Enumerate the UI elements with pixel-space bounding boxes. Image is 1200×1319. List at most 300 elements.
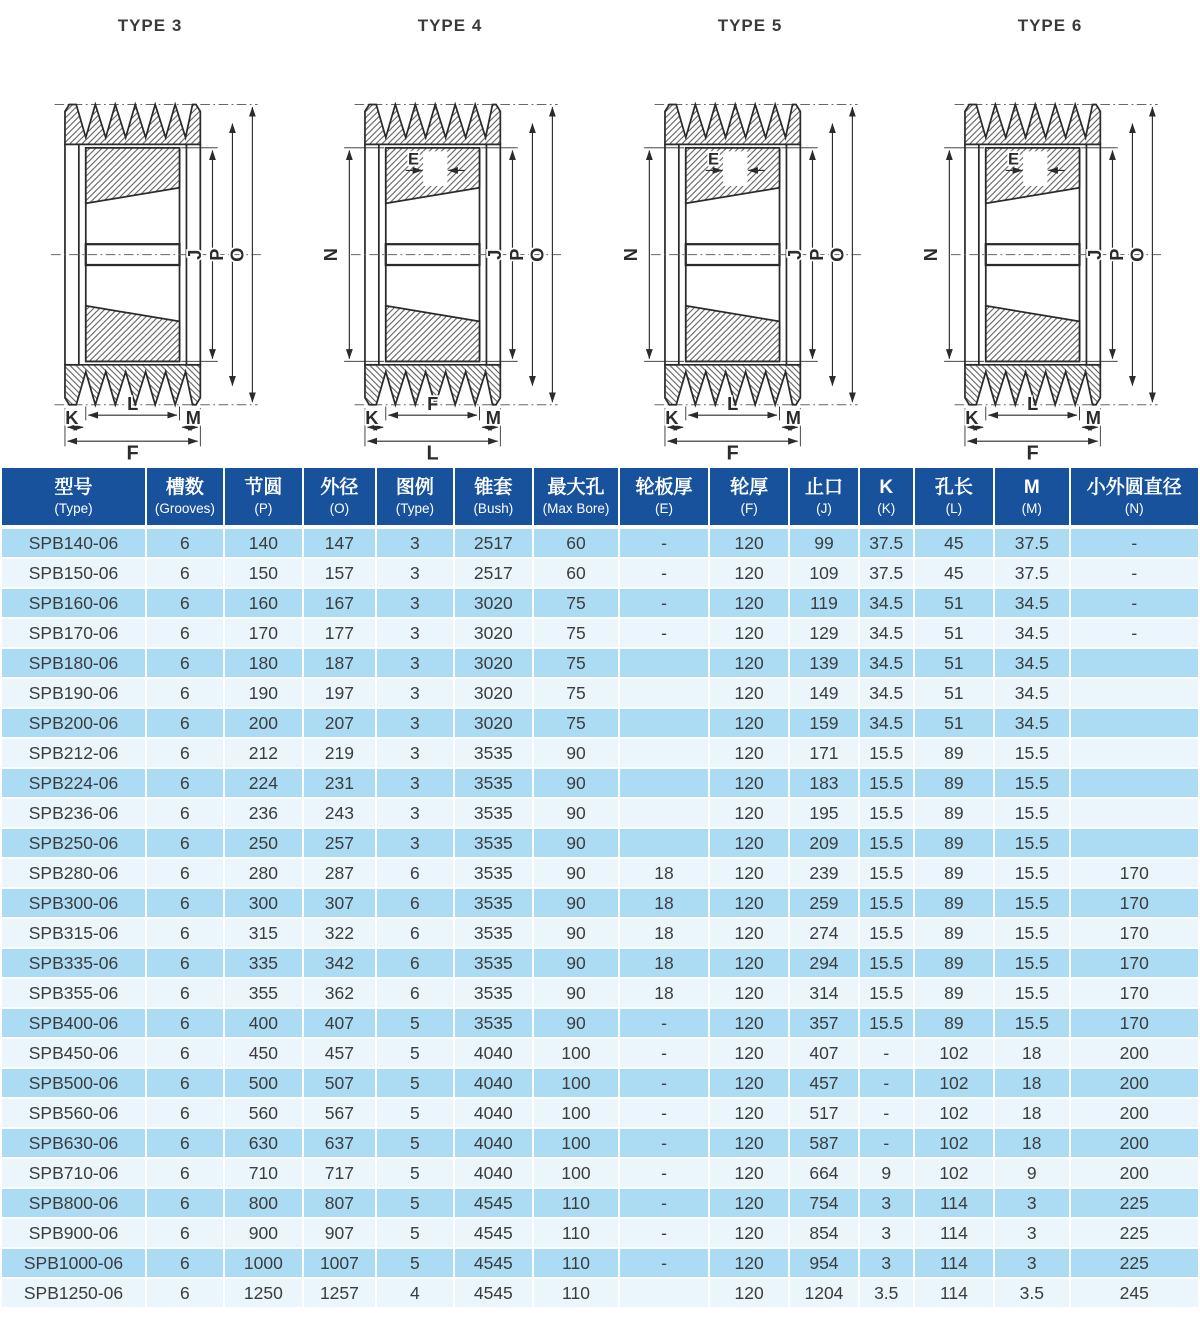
table-row bbox=[1, 888, 1199, 918]
dim-label-k: K bbox=[965, 407, 979, 428]
cell: 170 bbox=[224, 618, 303, 648]
cell: - bbox=[1070, 588, 1199, 618]
cell: 120 bbox=[709, 1218, 789, 1248]
table-row bbox=[1, 948, 1199, 978]
dimension-bottom-group bbox=[665, 394, 801, 462]
cell: 89 bbox=[914, 918, 994, 948]
cell: 200 bbox=[1070, 1128, 1199, 1158]
cell: - bbox=[859, 1128, 914, 1158]
cell: 3 bbox=[376, 618, 454, 648]
cell: 6 bbox=[146, 527, 224, 558]
table-row bbox=[1, 828, 1199, 858]
table-body bbox=[1, 527, 1199, 1308]
cell: 102 bbox=[914, 1038, 994, 1068]
cell: 37.5 bbox=[994, 527, 1069, 558]
cell: 110 bbox=[533, 1248, 619, 1278]
diagram-title: TYPE 5 bbox=[717, 16, 783, 35]
cell: 280 bbox=[224, 858, 303, 888]
cell: 102 bbox=[914, 1068, 994, 1098]
cell: 120 bbox=[709, 888, 789, 918]
cell: 15.5 bbox=[859, 978, 914, 1008]
cell: - bbox=[859, 1038, 914, 1068]
cell: 3.5 bbox=[994, 1278, 1069, 1308]
cell: 89 bbox=[914, 888, 994, 918]
cell: 6 bbox=[146, 888, 224, 918]
cell: 120 bbox=[709, 678, 789, 708]
cell: 89 bbox=[914, 948, 994, 978]
cell bbox=[619, 648, 709, 678]
dim-label-n: N bbox=[321, 248, 342, 262]
cell: 6 bbox=[146, 1218, 224, 1248]
cell: 37.5 bbox=[859, 558, 914, 588]
cell: 171 bbox=[789, 738, 858, 768]
cell: - bbox=[619, 1218, 709, 1248]
dim-label-p: P bbox=[806, 248, 827, 261]
pulley-diagram bbox=[900, 0, 1200, 466]
dim-label-e: E bbox=[408, 150, 420, 169]
cell: 450 bbox=[224, 1038, 303, 1068]
cell: 89 bbox=[914, 978, 994, 1008]
cell: 15.5 bbox=[994, 798, 1069, 828]
cell: 907 bbox=[303, 1218, 376, 1248]
cell: SPB450-06 bbox=[1, 1038, 146, 1068]
cell: 245 bbox=[1070, 1278, 1199, 1308]
header-row bbox=[1, 467, 1199, 527]
cell: 37.5 bbox=[859, 527, 914, 558]
cell: 120 bbox=[709, 648, 789, 678]
cell: 1000 bbox=[224, 1248, 303, 1278]
column-header: 轮厚 (F) bbox=[709, 467, 789, 527]
cell: 100 bbox=[533, 1098, 619, 1128]
table-row bbox=[1, 588, 1199, 618]
cell: 9 bbox=[994, 1158, 1069, 1188]
cell: 34.5 bbox=[994, 678, 1069, 708]
cell: 219 bbox=[303, 738, 376, 768]
cell: 120 bbox=[709, 527, 789, 558]
cell: 6 bbox=[376, 978, 454, 1008]
cell: 637 bbox=[303, 1128, 376, 1158]
cell: 1257 bbox=[303, 1278, 376, 1308]
cell: - bbox=[1070, 618, 1199, 648]
cell: 45 bbox=[914, 558, 994, 588]
cell: 147 bbox=[303, 527, 376, 558]
cell: 717 bbox=[303, 1158, 376, 1188]
cell: 177 bbox=[303, 618, 376, 648]
cell: SPB180-06 bbox=[1, 648, 146, 678]
diagram-title: TYPE 3 bbox=[117, 16, 183, 35]
cell: 15.5 bbox=[859, 828, 914, 858]
cell: 110 bbox=[533, 1278, 619, 1308]
cell: 150 bbox=[224, 558, 303, 588]
cell: - bbox=[859, 1098, 914, 1128]
cell: 3 bbox=[376, 738, 454, 768]
cell: 250 bbox=[224, 828, 303, 858]
dim-label-k: K bbox=[365, 407, 379, 428]
cell: 307 bbox=[303, 888, 376, 918]
cell: 3 bbox=[376, 558, 454, 588]
cell: 567 bbox=[303, 1098, 376, 1128]
cell: 139 bbox=[789, 648, 858, 678]
cell: 407 bbox=[789, 1038, 858, 1068]
cell bbox=[619, 798, 709, 828]
cell: 167 bbox=[303, 588, 376, 618]
dim-label-m: M bbox=[185, 407, 201, 428]
cell: 4545 bbox=[454, 1218, 533, 1248]
cell: 90 bbox=[533, 1008, 619, 1038]
cell: 3535 bbox=[454, 738, 533, 768]
cell: 500 bbox=[224, 1068, 303, 1098]
cell: 6 bbox=[146, 588, 224, 618]
column-header: 孔长 (L) bbox=[914, 467, 994, 527]
column-header: 型号 (Type) bbox=[1, 467, 146, 527]
cell: 6 bbox=[146, 738, 224, 768]
cell: 315 bbox=[224, 918, 303, 948]
cell: 170 bbox=[1070, 918, 1199, 948]
cell: 257 bbox=[303, 828, 376, 858]
cell: 120 bbox=[709, 1068, 789, 1098]
cell: 209 bbox=[789, 828, 858, 858]
cell: 4 bbox=[376, 1278, 454, 1308]
cell bbox=[1070, 798, 1199, 828]
cell: 6 bbox=[146, 1098, 224, 1128]
cell: 120 bbox=[709, 1188, 789, 1218]
cell: 2517 bbox=[454, 558, 533, 588]
cell: 187 bbox=[303, 648, 376, 678]
cell: 6 bbox=[146, 1188, 224, 1218]
cell: 90 bbox=[533, 738, 619, 768]
table-row bbox=[1, 1218, 1199, 1248]
cell: 140 bbox=[224, 527, 303, 558]
dim-label-inner: F bbox=[427, 393, 439, 414]
cell: 157 bbox=[303, 558, 376, 588]
cell: 225 bbox=[1070, 1218, 1199, 1248]
cell: - bbox=[619, 1158, 709, 1188]
cell: 18 bbox=[994, 1068, 1069, 1098]
cell: - bbox=[619, 1038, 709, 1068]
table-row bbox=[1, 1278, 1199, 1308]
column-header: 止口 (J) bbox=[789, 467, 858, 527]
cell: 109 bbox=[789, 558, 858, 588]
cell: 120 bbox=[709, 1008, 789, 1038]
cell: 212 bbox=[224, 738, 303, 768]
cell: 170 bbox=[1070, 1008, 1199, 1038]
cell: SPB170-06 bbox=[1, 618, 146, 648]
dim-label-m: M bbox=[1085, 407, 1101, 428]
cell: - bbox=[619, 1188, 709, 1218]
cell: 6 bbox=[146, 1248, 224, 1278]
cell: 900 bbox=[224, 1218, 303, 1248]
cell: - bbox=[619, 558, 709, 588]
dim-label-m: M bbox=[485, 407, 501, 428]
cell: 243 bbox=[303, 798, 376, 828]
pulley-diagram bbox=[600, 0, 900, 466]
cell: 18 bbox=[619, 918, 709, 948]
cell: 34.5 bbox=[859, 618, 914, 648]
cell: SPB236-06 bbox=[1, 798, 146, 828]
dim-label-o: O bbox=[527, 247, 548, 262]
column-header: 节圆 (P) bbox=[224, 467, 303, 527]
column-header: 轮板厚 (E) bbox=[619, 467, 709, 527]
dim-label-p: P bbox=[206, 248, 227, 261]
cell: SPB300-06 bbox=[1, 888, 146, 918]
cell: 3 bbox=[376, 828, 454, 858]
cell: 120 bbox=[709, 948, 789, 978]
cell: 6 bbox=[146, 798, 224, 828]
cell: 6 bbox=[146, 1068, 224, 1098]
table-row bbox=[1, 978, 1199, 1008]
cell: 114 bbox=[914, 1218, 994, 1248]
cell: 51 bbox=[914, 648, 994, 678]
cell: 6 bbox=[146, 918, 224, 948]
cell: 197 bbox=[303, 678, 376, 708]
table-row bbox=[1, 1158, 1199, 1188]
cell: 587 bbox=[789, 1128, 858, 1158]
cell: 3020 bbox=[454, 618, 533, 648]
table-row bbox=[1, 1098, 1199, 1128]
cell: 3 bbox=[994, 1188, 1069, 1218]
dim-label-e: E bbox=[708, 150, 720, 169]
cell: 6 bbox=[376, 948, 454, 978]
cell bbox=[1070, 678, 1199, 708]
cell: 89 bbox=[914, 858, 994, 888]
cell: 355 bbox=[224, 978, 303, 1008]
cell: 200 bbox=[1070, 1098, 1199, 1128]
cell: 51 bbox=[914, 618, 994, 648]
cell: 34.5 bbox=[859, 588, 914, 618]
dim-label-inner: L bbox=[127, 393, 139, 414]
table-row bbox=[1, 1068, 1199, 1098]
dim-label-outer: F bbox=[1026, 442, 1039, 462]
cell: 4040 bbox=[454, 1038, 533, 1068]
cell: - bbox=[619, 1068, 709, 1098]
cell: SPB560-06 bbox=[1, 1098, 146, 1128]
cell: 3535 bbox=[454, 828, 533, 858]
cell: 9 bbox=[859, 1158, 914, 1188]
cell: - bbox=[1070, 558, 1199, 588]
cell: 160 bbox=[224, 588, 303, 618]
table-row bbox=[1, 1038, 1199, 1068]
cell: 3 bbox=[994, 1218, 1069, 1248]
cell: 75 bbox=[533, 648, 619, 678]
cell: SPB710-06 bbox=[1, 1158, 146, 1188]
table-row bbox=[1, 648, 1199, 678]
cell: 15.5 bbox=[994, 858, 1069, 888]
column-header: 锥套 (Bush) bbox=[454, 467, 533, 527]
cell: 102 bbox=[914, 1098, 994, 1128]
cell: 120 bbox=[709, 1128, 789, 1158]
cell: 114 bbox=[914, 1188, 994, 1218]
cell: 225 bbox=[1070, 1188, 1199, 1218]
cell: 18 bbox=[619, 948, 709, 978]
cell: 3 bbox=[376, 648, 454, 678]
spec-table bbox=[0, 466, 1200, 1309]
cell: SPB250-06 bbox=[1, 828, 146, 858]
diagram-title: TYPE 6 bbox=[1017, 16, 1083, 35]
cell: 15.5 bbox=[994, 948, 1069, 978]
cell: 100 bbox=[533, 1038, 619, 1068]
cell: - bbox=[619, 588, 709, 618]
table-row bbox=[1, 738, 1199, 768]
cell: 90 bbox=[533, 858, 619, 888]
cell: 274 bbox=[789, 918, 858, 948]
dimension-bottom-group bbox=[65, 394, 201, 462]
cell: SPB800-06 bbox=[1, 1188, 146, 1218]
cell: 99 bbox=[789, 527, 858, 558]
pulley-diagram bbox=[300, 0, 600, 466]
pulley-cross-section-drawing bbox=[300, 42, 600, 462]
dimension-bottom-group bbox=[965, 394, 1101, 462]
cell: 3.5 bbox=[859, 1278, 914, 1308]
cell bbox=[619, 738, 709, 768]
cell: 15.5 bbox=[859, 1008, 914, 1038]
cell: 18 bbox=[994, 1098, 1069, 1128]
dim-label-j: J bbox=[185, 249, 206, 260]
cell: 6 bbox=[146, 828, 224, 858]
cell: 149 bbox=[789, 678, 858, 708]
cell: SPB280-06 bbox=[1, 858, 146, 888]
diagram-title: TYPE 4 bbox=[417, 16, 483, 35]
cell: 3020 bbox=[454, 708, 533, 738]
dimension-o bbox=[828, 107, 853, 402]
cell: 15.5 bbox=[859, 768, 914, 798]
cell: 3 bbox=[376, 527, 454, 558]
cell: 6 bbox=[146, 1278, 224, 1308]
cell: 34.5 bbox=[994, 618, 1069, 648]
cell: 5 bbox=[376, 1008, 454, 1038]
cell: 102 bbox=[914, 1128, 994, 1158]
dim-label-inner: L bbox=[727, 393, 739, 414]
rim-grooves-top bbox=[965, 104, 1100, 144]
cell: - bbox=[619, 1098, 709, 1128]
cell: 357 bbox=[789, 1008, 858, 1038]
cell: 190 bbox=[224, 678, 303, 708]
table-row bbox=[1, 527, 1199, 558]
cell bbox=[619, 1278, 709, 1308]
cell: 6 bbox=[146, 1158, 224, 1188]
cell: 560 bbox=[224, 1098, 303, 1128]
dim-label-j: J bbox=[785, 249, 806, 260]
cell bbox=[1070, 738, 1199, 768]
cell: 120 bbox=[709, 768, 789, 798]
cell: 3 bbox=[859, 1188, 914, 1218]
column-header: 最大孔 (Max Bore) bbox=[533, 467, 619, 527]
cell: SPB150-06 bbox=[1, 558, 146, 588]
dim-label-m: M bbox=[785, 407, 801, 428]
cell: 89 bbox=[914, 798, 994, 828]
cell: 15.5 bbox=[994, 1008, 1069, 1038]
pulley-diagram bbox=[0, 0, 300, 466]
cell: 120 bbox=[709, 1038, 789, 1068]
cell: 15.5 bbox=[859, 948, 914, 978]
cell: 120 bbox=[709, 858, 789, 888]
cell: 120 bbox=[709, 828, 789, 858]
cell: SPB1250-06 bbox=[1, 1278, 146, 1308]
cell: 18 bbox=[619, 858, 709, 888]
cell: 224 bbox=[224, 768, 303, 798]
dim-label-k: K bbox=[65, 407, 79, 428]
dim-label-o: O bbox=[1127, 247, 1148, 262]
cell: 6 bbox=[146, 1008, 224, 1038]
cell: 89 bbox=[914, 768, 994, 798]
table-row bbox=[1, 1008, 1199, 1038]
cell: - bbox=[619, 618, 709, 648]
cell: 170 bbox=[1070, 858, 1199, 888]
cell: 3020 bbox=[454, 588, 533, 618]
cell: 18 bbox=[994, 1038, 1069, 1068]
cell: 37.5 bbox=[994, 558, 1069, 588]
table-row bbox=[1, 858, 1199, 888]
cell: - bbox=[859, 1068, 914, 1098]
cell: 6 bbox=[146, 708, 224, 738]
cell: 3 bbox=[376, 708, 454, 738]
dim-label-n: N bbox=[921, 248, 942, 262]
cell: 75 bbox=[533, 678, 619, 708]
cell: 100 bbox=[533, 1158, 619, 1188]
cell: SPB315-06 bbox=[1, 918, 146, 948]
cell: 120 bbox=[709, 918, 789, 948]
cell: SPB400-06 bbox=[1, 1008, 146, 1038]
cell: 314 bbox=[789, 978, 858, 1008]
cell: 457 bbox=[303, 1038, 376, 1068]
cell: 34.5 bbox=[859, 648, 914, 678]
cell: 15.5 bbox=[994, 768, 1069, 798]
cell: 200 bbox=[1070, 1068, 1199, 1098]
cell: 170 bbox=[1070, 888, 1199, 918]
cell: 407 bbox=[303, 1008, 376, 1038]
cell: 120 bbox=[709, 1158, 789, 1188]
dimension-o bbox=[228, 107, 253, 402]
cell: 5 bbox=[376, 1218, 454, 1248]
cell bbox=[1070, 648, 1199, 678]
table-row bbox=[1, 618, 1199, 648]
dim-label-k: K bbox=[665, 407, 679, 428]
cell: 6 bbox=[146, 858, 224, 888]
cell: 2517 bbox=[454, 527, 533, 558]
cell: 200 bbox=[224, 708, 303, 738]
dim-label-j: J bbox=[1085, 249, 1106, 260]
cell: 287 bbox=[303, 858, 376, 888]
dimension-bottom-group bbox=[365, 394, 501, 462]
pulley-cross-section-drawing bbox=[900, 42, 1200, 462]
dim-label-o: O bbox=[227, 247, 248, 262]
cell: 3 bbox=[859, 1218, 914, 1248]
cell: 15.5 bbox=[859, 858, 914, 888]
cell: 18 bbox=[619, 888, 709, 918]
cell: 90 bbox=[533, 978, 619, 1008]
cell: 710 bbox=[224, 1158, 303, 1188]
cell: SPB900-06 bbox=[1, 1218, 146, 1248]
cell: 954 bbox=[789, 1248, 858, 1278]
dim-label-p: P bbox=[1106, 248, 1127, 261]
cell: 90 bbox=[533, 948, 619, 978]
cell bbox=[619, 768, 709, 798]
cell: 15.5 bbox=[994, 738, 1069, 768]
cell: 1250 bbox=[224, 1278, 303, 1308]
cell: 5 bbox=[376, 1188, 454, 1218]
rim-grooves-top bbox=[65, 104, 200, 144]
cell: 6 bbox=[146, 678, 224, 708]
dim-label-outer: L bbox=[426, 442, 439, 462]
cell: 5 bbox=[376, 1128, 454, 1158]
cell: 114 bbox=[914, 1278, 994, 1308]
table-row bbox=[1, 1248, 1199, 1278]
cell: 51 bbox=[914, 708, 994, 738]
cell: 5 bbox=[376, 1248, 454, 1278]
cell: - bbox=[1070, 527, 1199, 558]
cell: 120 bbox=[709, 1248, 789, 1278]
table-row bbox=[1, 678, 1199, 708]
cell: 3535 bbox=[454, 858, 533, 888]
